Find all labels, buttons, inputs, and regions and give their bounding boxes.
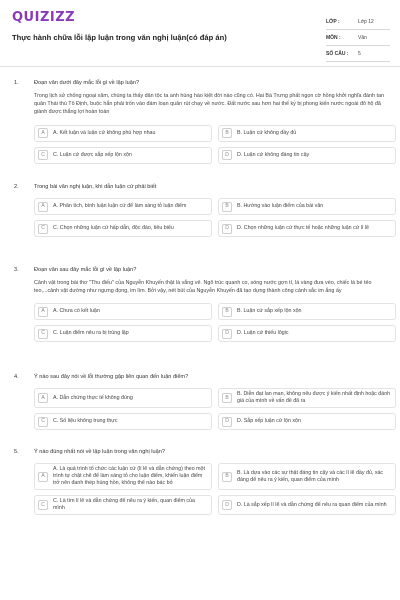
option-text: C. Số liệu không trung thực: [53, 418, 118, 424]
option-text: B. Là dựa vào các sự thật đáng tin cậy và các lí lẽ đầy đủ, xác đáng để nêu ra ý kiến, quan điểm của mình: [237, 469, 384, 483]
option-letter: D: [222, 329, 232, 339]
question-text: Đoạn văn dưới đây mắc lỗi gì về lập luận?: [34, 80, 140, 86]
quizizz-logo: QUIZIZZ: [12, 10, 76, 25]
option-letter: C: [38, 417, 48, 427]
question-number: 5.: [14, 449, 19, 455]
option-text: C. Là tìm lí lẽ và dẫn chứng để nêu ra ý kiến, quan điểm của mình: [53, 498, 195, 511]
meta-row-subject: [326, 30, 390, 46]
meta-label: LỚP :: [326, 18, 340, 25]
option-letter: A: [38, 128, 48, 138]
option-letter: A: [38, 202, 48, 212]
question-number: 3.: [14, 267, 19, 273]
question-header: [14, 267, 390, 273]
question-text: Ý nào sau đây nói về lỗi thường gặp liên quan đến luận điểm?: [34, 374, 189, 380]
answer-option-c[interactable]: [34, 325, 212, 342]
answer-option-d[interactable]: [218, 147, 396, 164]
option-text: D. Luận cứ thiếu lôgic: [237, 330, 289, 337]
option-text: C. Luận điểm nêu ra bị trùng lặp: [53, 330, 129, 337]
answer-option-a[interactable]: [34, 125, 212, 142]
answer-option-b[interactable]: [218, 463, 396, 490]
question-3: [14, 267, 390, 342]
answer-option-a[interactable]: [34, 303, 212, 320]
meta-row-question-count: [326, 46, 390, 62]
question-text: Đoạn văn sau đây mắc lỗi gì về lập luận?: [34, 267, 137, 273]
answer-option-b[interactable]: [218, 125, 396, 142]
answer-option-d[interactable]: [218, 413, 396, 430]
option-letter: B: [222, 128, 232, 138]
meta-value: Văn: [358, 34, 367, 41]
option-text: D. Luận cứ không đáng tin cậy: [237, 151, 310, 158]
option-letter: C: [38, 329, 48, 339]
answer-option-d[interactable]: [218, 220, 396, 237]
option-text: A. Kết luận và luận cứ không phù hợp nhau: [53, 129, 156, 136]
question-header: [14, 449, 390, 455]
answer-options: [34, 303, 390, 342]
worksheet-title: Thực hành chữa lỗi lập luận trong văn nghị luận(có đáp án): [12, 33, 227, 42]
option-letter: A: [38, 307, 48, 317]
answer-option-c[interactable]: [34, 495, 212, 515]
question-4: [14, 374, 390, 430]
question-passage: Trong lịch sử chống ngoại xâm, chúng ta thấy dân tộc ta anh hùng hào kiệt đời nào cũng có. Hai Bà Trưng phất ngọn cờ hồng khởi nghĩa đánh tan quân Thái thú Tô Định, buộc hắn phải trốn vào đám loạn quân rút chạy về nước. Đất nước sau hơn hai thế kỷ bị phong kiến nước ngoài đô hộ đã giành được thắng lợi hoàn toàn: [34, 93, 384, 116]
worksheet-header: [0, 0, 400, 66]
question-header: [14, 184, 390, 190]
option-letter: C: [38, 224, 48, 234]
answer-option-b[interactable]: [218, 388, 396, 408]
meta-label: MÔN :: [326, 34, 341, 41]
meta-label: SỐ CÂU :: [326, 50, 349, 57]
answer-options: [34, 125, 390, 164]
meta-value: Lớp 12: [358, 18, 374, 25]
answer-option-d[interactable]: [218, 495, 396, 515]
option-letter: D: [222, 224, 232, 234]
option-letter: B: [222, 202, 232, 212]
option-letter: C: [38, 500, 48, 510]
meta-value: 5: [358, 50, 361, 57]
option-letter: B: [222, 472, 232, 482]
option-text: C. Chọn những luận cứ hấp dẫn, độc đáo, tiêu biểu: [53, 225, 174, 231]
answer-option-a[interactable]: [34, 388, 212, 408]
option-text: D. Chọn những luận cứ thực tế hoặc những luận cứ lí lẽ: [237, 225, 369, 231]
question-passage: Cảnh vật trong bài thơ "Thu điếu" của Nguyễn Khuyến thật là vắng vẻ. Ngõ trúc quanh co, sóng nước gợn tí, lá vàng đưa vèo, chiếc lá bé tẻo teo,...cảnh vật dường như ngưng đọng, im lìm. Bởi vậy, nét bút của Nguyễn Khuyến đã tạo dựng thành công cảnh sắc im ắng ấy: [34, 280, 372, 295]
option-text: A. Chưa có kết luận: [53, 308, 100, 315]
question-header: [14, 80, 390, 86]
option-letter: C: [38, 150, 48, 160]
answer-options: [34, 463, 390, 515]
option-letter: B: [222, 307, 232, 317]
answer-options: [34, 388, 390, 430]
question-text: Trong bài văn nghị luận, khi dẫn luận cứ phải biết: [34, 184, 157, 190]
answer-option-d[interactable]: [218, 325, 396, 342]
option-text: A. Phân tích, bình luận luận cứ để làm sáng tỏ luận điểm: [53, 203, 187, 209]
option-text: A. Dẫn chứng thực tế không đúng: [53, 394, 133, 401]
option-letter: D: [222, 417, 232, 427]
answer-option-c[interactable]: [34, 220, 212, 237]
question-5: [14, 449, 390, 515]
question-number: 2.: [14, 184, 19, 190]
question-number: 4.: [14, 374, 19, 380]
question-2: [14, 184, 390, 237]
option-text: D. Là sắp xếp lí lẽ và dẫn chứng để nêu ra quan điểm của mình: [237, 501, 387, 508]
option-letter: A: [38, 472, 48, 482]
question-number: 1.: [14, 80, 19, 86]
answer-option-a[interactable]: [34, 198, 212, 215]
option-letter: D: [222, 150, 232, 160]
answer-option-b[interactable]: [218, 303, 396, 320]
option-text: B. Luận cứ sắp xếp lộn xộn: [237, 308, 302, 315]
answer-option-c[interactable]: [34, 413, 212, 430]
meta-row-class: [326, 14, 390, 30]
answer-option-b[interactable]: [218, 198, 396, 215]
option-text: B. Diễn đạt lan man, không nêu được ý kiến nhất định hoặc đánh giá của mình về vấn đề đã ra: [237, 391, 391, 404]
question-header: [14, 374, 390, 380]
option-letter: A: [38, 393, 48, 403]
question-1: [14, 80, 390, 164]
option-letter: D: [222, 500, 232, 510]
worksheet-meta: [326, 14, 390, 62]
option-text: B. Luận cứ không đầy đủ: [237, 129, 297, 136]
option-text: C. Luận cứ được sắp xếp lộn xộn: [53, 151, 132, 158]
answer-option-c[interactable]: [34, 147, 212, 164]
answer-options: [34, 198, 390, 237]
question-text: Ý nào đúng nhất nói về lập luận trong văn nghị luận?: [34, 449, 165, 455]
option-text: A. Là quá trình tổ chức các luận cứ (lí lẽ và dẫn chứng) theo một trình tự chặt chẽ để làm sáng tỏ cho luận điểm, khiến luận điểm trở nên đanh thép hùng hồn, không thể nào bác bỏ: [53, 466, 205, 486]
answer-option-a[interactable]: [34, 463, 212, 490]
option-text: D. Sắp xếp luận cứ lộn xộn: [237, 418, 301, 424]
header-divider: [0, 66, 400, 67]
option-letter: B: [222, 393, 232, 403]
option-text: B. Hướng vào luận điểm của bài văn: [237, 203, 324, 209]
